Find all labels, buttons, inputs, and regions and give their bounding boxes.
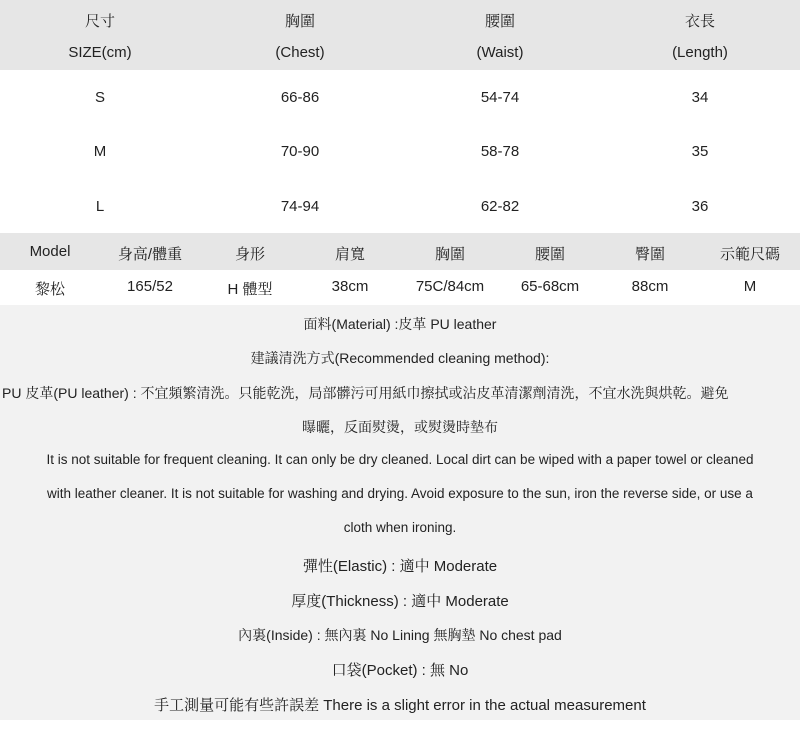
size-cell-waist: 58-78 (480, 143, 520, 160)
model-cell-name: 黎松 (34, 281, 65, 298)
measurement-note: 手工測量可能有些許誤差 There is a slight error in the actual measurement (154, 697, 646, 714)
size-header-zh-length: 衣長 (684, 13, 715, 30)
size-header-zh-waist: 腰圍 (484, 13, 515, 30)
model-header-hip: 臀圍 (634, 246, 665, 263)
model-cell-chest: 75C/84cm (415, 278, 485, 295)
cleaning-zh-line-1: PU 皮革(PU leather) : 不宜頻繁清洗。只能乾洗，局部髒污可用紙巾擦拭或沾皮革清潔劑清洗，不宜水洗與烘乾。避免 (2, 385, 729, 401)
model-header-size: 示範尺碼 (719, 246, 780, 263)
size-header-zh-chest: 胸圍 (284, 13, 315, 30)
model-cell-shoulder: 38cm (331, 278, 369, 295)
size-cell-length: 35 (691, 143, 709, 160)
size-cell-size: S (94, 89, 105, 106)
size-cell-size: L (95, 198, 105, 215)
cleaning-en-line-2: with leather cleaner. It is not suitable for washing and drying. Avoid exposure to the sun, iron the reverse side, or use a (47, 486, 753, 501)
model-cell-height-weight: 165/52 (127, 278, 173, 295)
inside-line: 內裏(Inside) : 無內裏 No Lining 無胸墊 No chest pad (238, 627, 562, 643)
thickness-line: 厚度(Thickness) : 適中 Moderate (291, 593, 509, 610)
cleaning-en-line-1: It is not suitable for frequent cleaning. It can only be dry cleaned. Local dirt can be wiped with a paper towel or cleaned (46, 452, 754, 467)
cleaning-title: 建議清洗方式(Recommended cleaning method): (250, 350, 550, 366)
size-cell-chest: 66-86 (280, 89, 320, 106)
model-cell-size: M (743, 278, 757, 295)
model-header-shoulder: 肩寬 (334, 246, 365, 263)
size-cell-length: 34 (691, 89, 709, 106)
size-cell-waist: 62-82 (480, 198, 520, 215)
size-header-en-length: (Length) (672, 44, 728, 61)
cleaning-zh-line-2: 曝曬，反面熨燙，或熨燙時墊布 (302, 419, 498, 435)
size-header-zh-size: 尺寸 (84, 13, 115, 30)
model-header-model: Model (29, 243, 71, 260)
size-header-en-size: SIZE(cm) (68, 44, 132, 61)
model-header-chest: 胸圍 (434, 246, 465, 263)
model-cell-hip: 88cm (631, 278, 669, 295)
elastic-line: 彈性(Elastic) : 適中 Moderate (302, 558, 498, 575)
size-cell-size: M (93, 143, 107, 160)
model-cell-body-type: H 體型 (227, 281, 273, 298)
model-header-body-type: 身形 (234, 246, 265, 263)
size-cell-length: 36 (691, 198, 709, 215)
size-header-en-waist: (Waist) (476, 44, 524, 61)
size-cell-waist: 54-74 (480, 89, 520, 106)
model-cell-waist: 65-68cm (520, 278, 580, 295)
pocket-line: 口袋(Pocket) : 無 No (331, 662, 469, 679)
size-header-en-chest: (Chest) (275, 44, 325, 61)
size-cell-chest: 74-94 (280, 198, 320, 215)
material-line: 面料(Material) :皮革 PU leather (303, 316, 497, 332)
model-header-height-weight: 身高/體重 (117, 246, 183, 263)
model-header-waist: 腰圍 (534, 246, 565, 263)
size-cell-chest: 70-90 (280, 143, 320, 160)
cleaning-en-line-3: cloth when ironing. (343, 520, 457, 535)
